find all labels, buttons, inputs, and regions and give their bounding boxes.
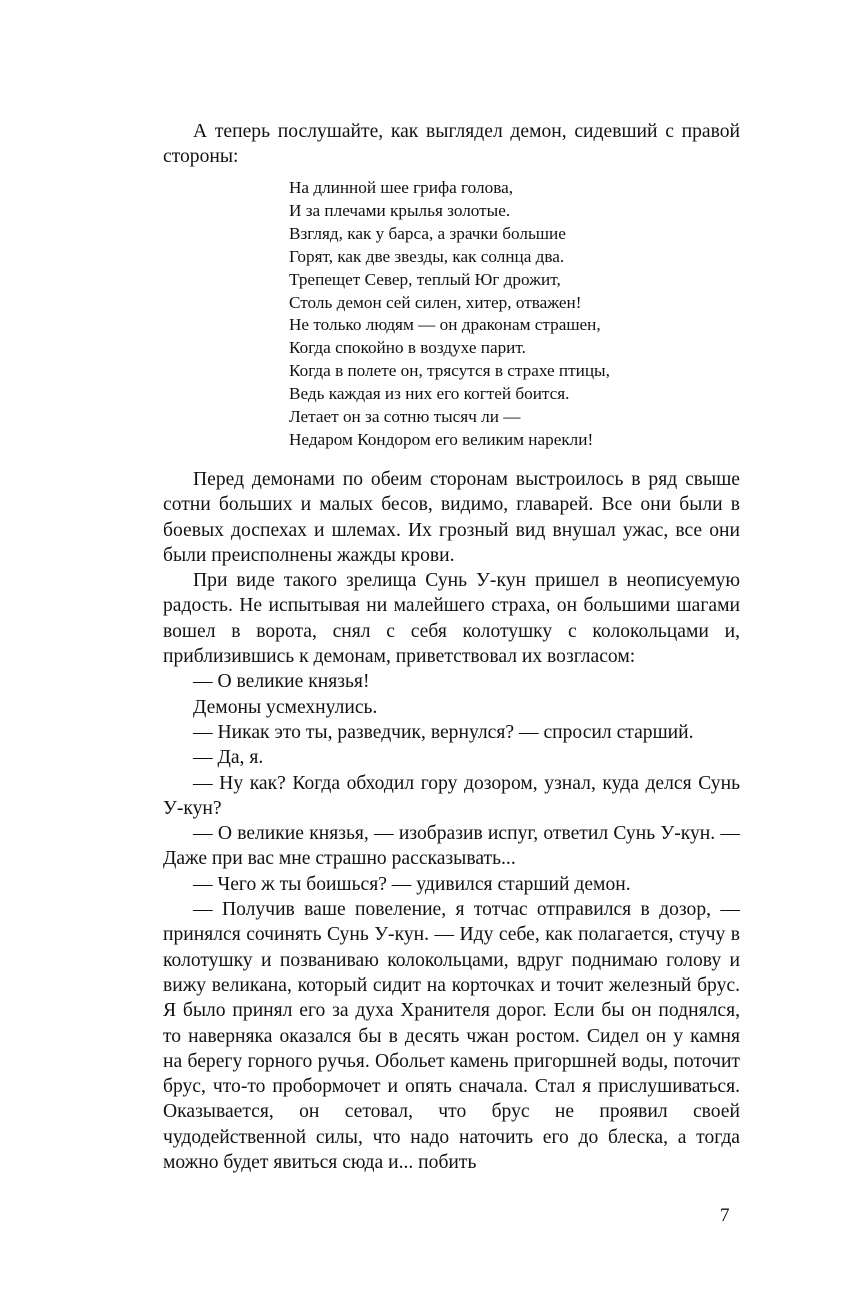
body-paragraph: Перед демонами по обеим сторонам выстроилось в ряд свыше сотни больших и малых бесов, видимо, главарей. Все они были в боевых доспехах и шлемах. Их грозный вид внушал ужас, все они были преисполнены жажды крови. [163,469,740,566]
verse-line: Ведь каждая из них его когтей боится. [289,384,570,404]
dialogue-line: — О великие князья, — изобразив испуг, ответил Сунь У-кун. — Даже при вас мне страшно рассказывать... [163,823,740,870]
verse-line: Трепещет Север, теплый Юг дрожит, [289,269,561,289]
verse-line: Когда в полете он, трясутся в страхе птицы, [289,361,610,381]
verse-line: Взгляд, как у барса, а зрачки большие [289,223,566,243]
dialogue-line: — О великие князья! [193,671,370,693]
dialogue-line: — Да, я. [193,747,264,769]
body-paragraph: При виде такого зрелища Сунь У-кун пришел в неописуемую радость. Не испытывая ни малейшего страха, он большими шагами вошел в ворота, снял с себя колотушку с колокольцами и, приблизившись к демонам, приветствовал их возгласом: [163,570,740,668]
verse-line: Не только людям — он драконам страшен, [289,315,601,335]
verse-line: На длинной шее грифа голова, [289,178,514,197]
verse-line: Столь демон сей силен, хитер, отважен! [289,292,582,312]
verse-line: Летает он за сотню тысяч ли — [289,407,521,427]
intro-paragraph: А теперь послушайте, как выглядел демон, сидевший с правой стороны: [163,121,740,168]
dialogue-line: — Ну как? Когда обходил гору дозором, узнал, куда делся Сунь У-кун? [163,772,740,819]
verse-line: И за плечами крылья золотые. [289,200,511,220]
verse-line: Недаром Кондором его великим нарекли! [289,429,594,449]
page-number: 7 [720,1205,730,1226]
verse-block [289,177,709,452]
dialogue-line: — Никак это ты, разведчик, вернулся? — спросил старший. [193,721,694,743]
dialogue-line: Демоны усмехнулись. [193,696,378,718]
verse-line: Горят, как две звезды, как солнца два. [289,246,565,266]
dialogue-line: — Чего ж ты боишься? — удивился старший демон. [193,873,631,895]
body-text [163,467,740,1175]
intro-block [163,119,740,170]
body-paragraph: — Получив ваше повеление, я тотчас отправился в дозор, — принялся сочинять Сунь У-кун. — Иду себе, как полагается, стучу в колотушку и позваниваю колокольцами, вдруг поднимаю голову и вижу великана, который сидит на корточках и точит железный брус. Я было принял его за духа Хранителя дорог. Если бы он поднялся, то наверняка оказался бы в десять чжан ростом. Сидел он у камня на берегу горного ручья. Обольет камень пригоршней воды, поточит брус, что-то пробормочет и опять сначала. Стал я прислушиваться. Оказывается, он сетовал, что брус не проявил своей чудодейственной силы, что надо наточить его до блеска, а тогда можно будет явиться сюда и... побить [163,899,740,1174]
verse-line: Когда спокойно в воздухе парит. [289,338,526,358]
